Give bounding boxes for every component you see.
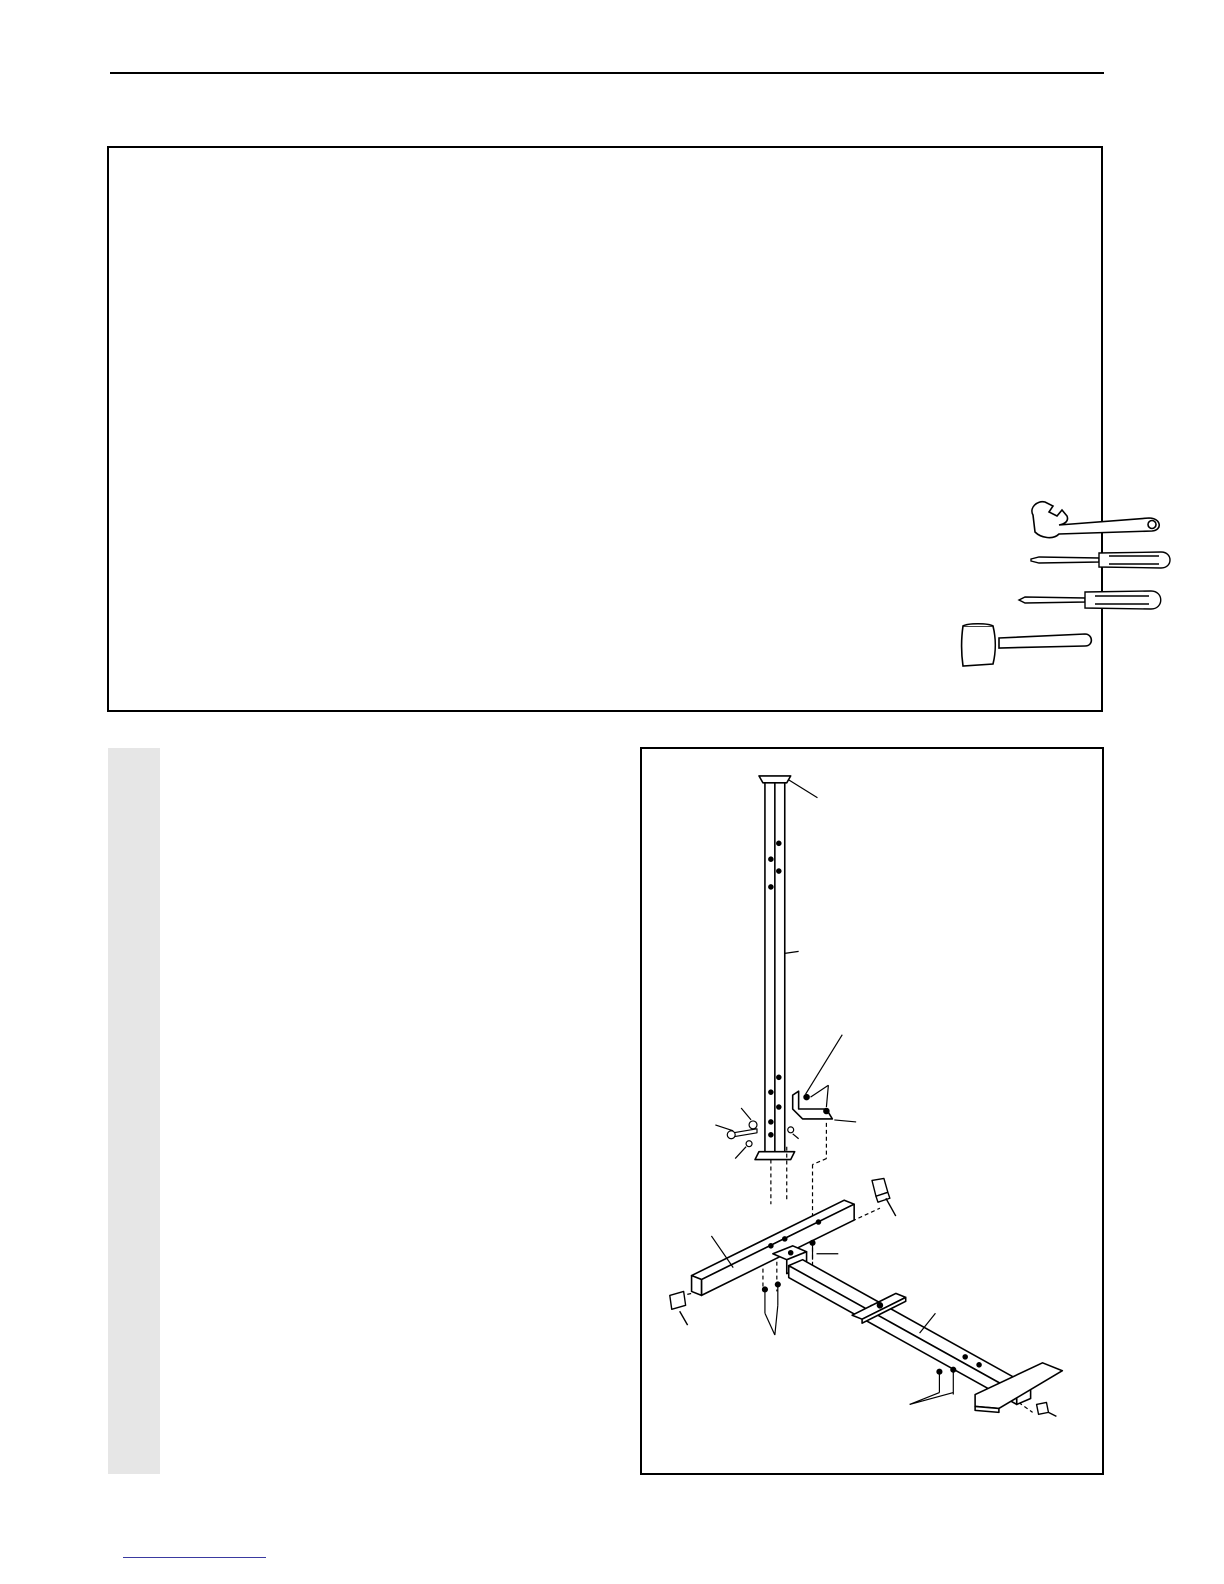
rubber-mallet-icon xyxy=(962,624,1092,666)
upright-tube xyxy=(755,776,795,1160)
tools-illustration xyxy=(949,488,1189,678)
footer-link-underline[interactable] xyxy=(123,1557,266,1558)
assembly-drawing xyxy=(642,749,1102,1473)
base-spine xyxy=(789,1260,1031,1405)
leader-lines-upright xyxy=(785,780,818,953)
tools-needed-box xyxy=(107,146,1103,712)
header-rule xyxy=(110,72,1104,74)
flat-screwdriver-icon xyxy=(1031,552,1170,568)
assembly-figure xyxy=(640,747,1104,1475)
adjustable-wrench-icon xyxy=(1032,502,1159,538)
step-section-tab xyxy=(108,748,160,1474)
angle-bracket xyxy=(793,1035,856,1122)
phillips-screwdriver-icon xyxy=(1019,591,1161,609)
